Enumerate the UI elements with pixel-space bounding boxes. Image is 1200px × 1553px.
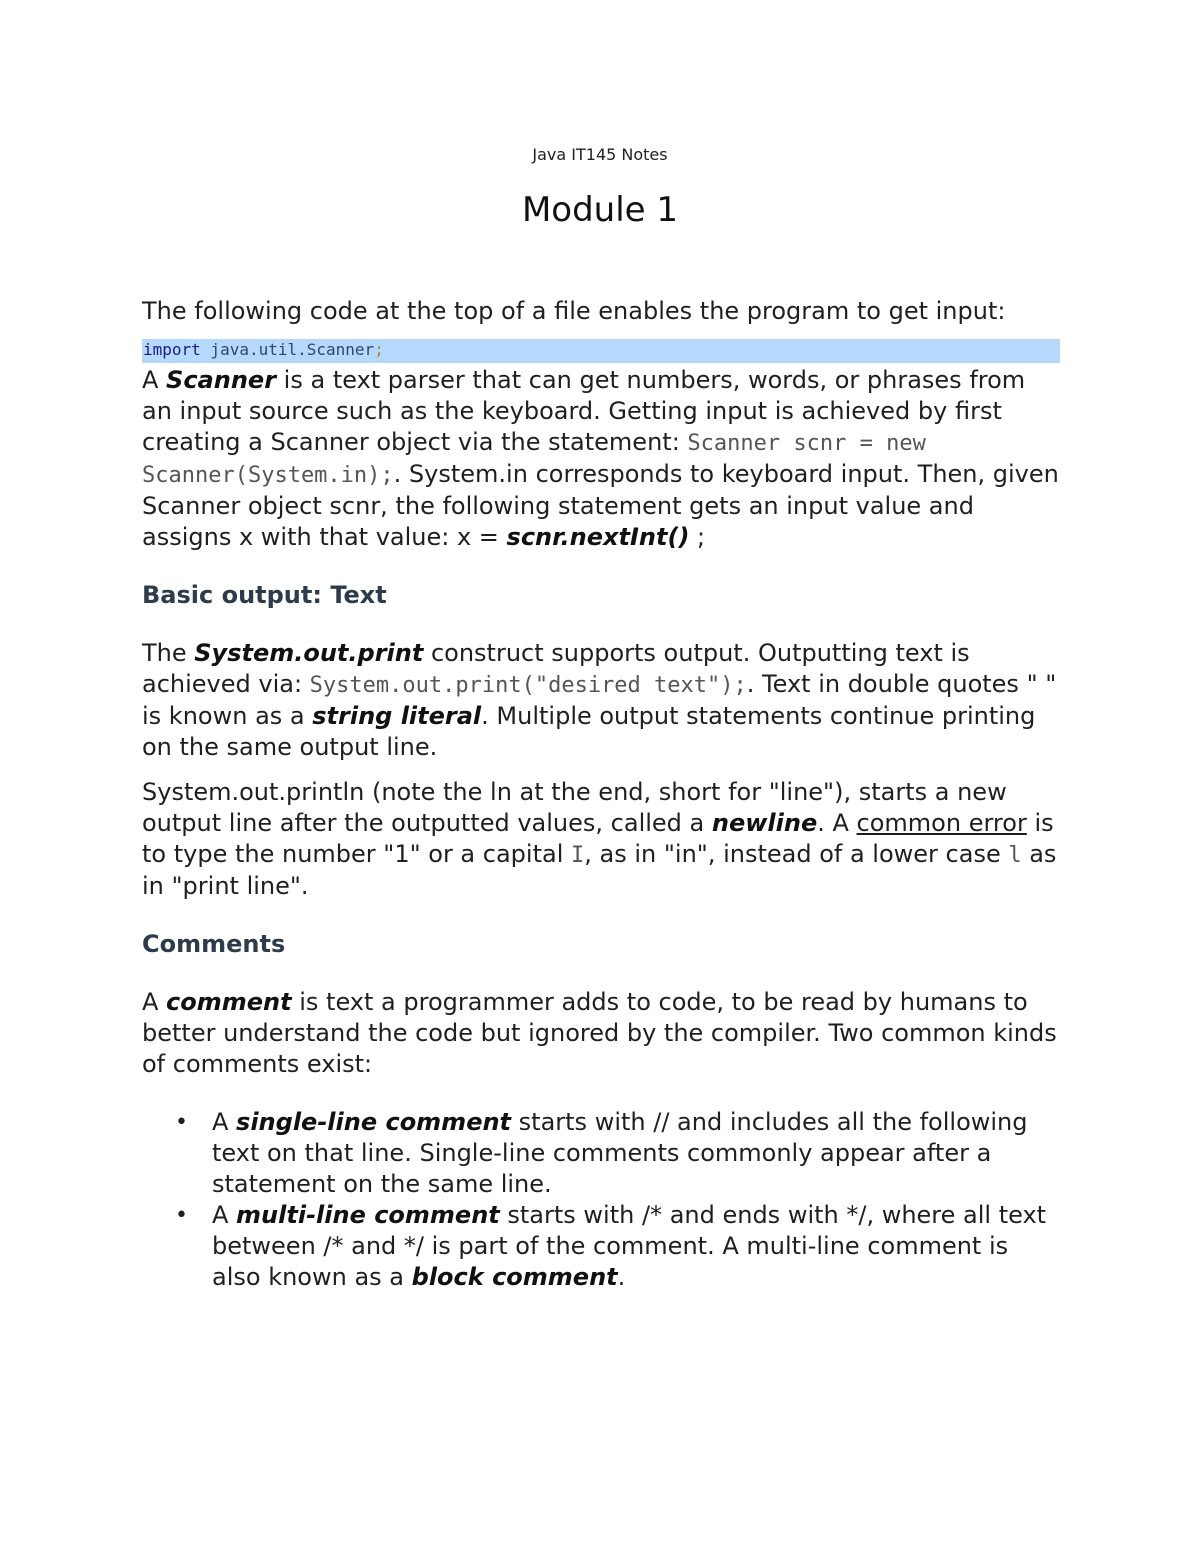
list-item — [142, 1107, 1060, 1200]
bullet-icon: • — [175, 1203, 188, 1228]
text-run: starts with // and includes all the following text on that line. Single-line comments commonly appear after a statement on the same line. — [212, 1108, 1028, 1198]
text-run: starts with /* and ends with */, where all text between /* and */ is part of the comment. A multi-line comment is also known as a — [212, 1201, 1047, 1291]
term-multi-line-comment: multi-line comment — [236, 1201, 500, 1229]
comment-types-list — [142, 1107, 1060, 1293]
text-run: as in "print line". — [142, 840, 1057, 900]
text-run: . A — [817, 809, 857, 837]
text-run: , as in "in", instead of a lower case — [584, 840, 1009, 868]
text-run: is text a programmer adds to code, to be read by humans to better understand the code but ignored by the compiler. Two common kinds of comments exist: — [142, 988, 1057, 1078]
text-run: ; — [689, 523, 706, 551]
import-code-line — [142, 339, 1060, 363]
code-create-scanner: Scanner scnr = new Scanner(System.in); — [142, 431, 926, 488]
text-run: . — [617, 1263, 626, 1291]
term-comment: comment — [166, 988, 292, 1016]
code-capital-i: I — [571, 843, 585, 868]
code-lower-l: l — [1008, 843, 1022, 868]
code-print-example: System.out.print("desired text"); — [309, 673, 747, 698]
term-single-line-comment: single-line comment — [236, 1108, 512, 1136]
text-run: A — [142, 366, 167, 394]
text-run: The — [142, 639, 195, 667]
term-string-literal: string literal — [312, 702, 482, 730]
text-run: . Multiple output statements continue printing on the same output line. — [142, 702, 1036, 761]
println-paragraph — [142, 777, 1060, 902]
term-scanner: Scanner — [166, 366, 277, 394]
text-run: construct supports output. Outputting text is achieved via: — [142, 639, 970, 698]
import-path: java.util.Scanner — [200, 340, 375, 359]
section-heading-comments: Comments — [142, 930, 286, 958]
text-run: System.out.println (note the ln at the end, short for "line"), starts a new output line after the outputted values, called a — [142, 778, 1007, 837]
text-run: A — [212, 1108, 237, 1136]
text-run: is to type the number "1" or a capital — [142, 809, 1054, 868]
text-run: A — [142, 988, 167, 1016]
comment-paragraph — [142, 987, 1060, 1080]
term-block-comment: block comment — [411, 1263, 618, 1291]
document-title: Java IT145 Notes — [532, 145, 668, 164]
text-run: . Text in double quotes " " is known as a — [142, 670, 1057, 730]
list-item — [142, 1200, 1060, 1293]
bullet-icon: • — [175, 1110, 188, 1135]
term-nextint: scnr.nextInt() — [506, 523, 690, 551]
text-run: is a text parser that can get numbers, words, or phrases from an input source such as the keyboard. Getting input is achieved by first creating a Scanner object via the statement: — [142, 366, 1026, 456]
print-paragraph — [142, 638, 1060, 763]
section-heading-basic-output: Basic output: Text — [142, 581, 387, 609]
term-newline: newline — [711, 809, 818, 837]
import-keyword: import — [143, 340, 201, 359]
import-semicolon: ; — [374, 340, 384, 359]
scanner-intro: The following code at the top of a file enables the program to get input: — [142, 297, 1006, 325]
text-run: . System.in corresponds to keyboard input. Then, given Scanner object scnr, the following statement gets an input value and assigns x with that value: x = — [142, 460, 1059, 551]
scanner-paragraph — [142, 365, 1060, 553]
document-body — [142, 296, 1060, 1293]
term-system-out-print: System.out.print — [194, 639, 424, 667]
common-error-link[interactable]: common error — [856, 809, 1027, 837]
text-run: A — [212, 1201, 237, 1229]
module-heading: Module 1 — [521, 190, 679, 230]
